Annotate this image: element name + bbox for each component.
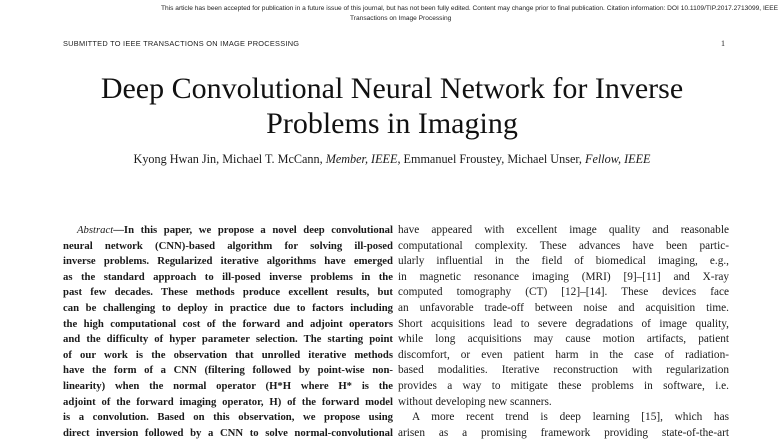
abstract-line: neural network (CNN)-based algorithm for solving ill-posed: [63, 239, 393, 252]
abstract-line: as the standard approach to ill-posed inverse problems in the: [63, 270, 393, 283]
abstract-line: [63, 223, 393, 239]
body-line: an unfavorable trade-off between noise and acquisition time.: [398, 301, 729, 314]
authors-role-1: Member, IEEE: [325, 152, 398, 166]
abstract-line: direct inversion followed by a CNN to solve normal-convolutional: [63, 426, 393, 439]
page-number: 1: [721, 39, 725, 48]
authors-role-2: Fellow, IEEE: [585, 152, 651, 166]
body-line: Short acquisitions lead to severe degradations of image quality,: [398, 317, 729, 330]
abstract-label: Abstract: [77, 224, 114, 236]
authors-part-2: , Emmanuel Froustey, Michael Unser,: [397, 152, 586, 166]
notice-line-1: This article has been accepted for publication in a future issue of this journal, but has not been fully edited. Content may change prior to final publication. Citation information: DOI 10.1109/TIP.2017.2713099, IEEE: [160, 5, 778, 12]
abstract-line: inverse problems. Regularized iterative algorithms have emerged: [63, 255, 393, 268]
body-line: computed tomography (CT) [12]–[14]. These devices face: [398, 286, 729, 299]
abstract-line-text: —In this paper, we propose a novel deep convolutional: [113, 224, 393, 236]
body-line: provides a way to mitigate these problems in software, i.e.: [398, 379, 729, 392]
body-line: in magnetic resonance imaging (MRI) [9]–[11] and X-ray: [398, 270, 729, 283]
title-line-1: Deep Convolutional Neural Network for Inverse: [100, 72, 684, 105]
body-line: have appeared with excellent image quality and reasonable: [398, 224, 729, 236]
abstract-line: is a convolution. Based on this observation, we propose using: [63, 411, 393, 424]
abstract-column: [63, 223, 393, 441]
notice-line-2: Transactions on Image Processing: [350, 15, 452, 22]
title-line-2: Problems in Imaging: [266, 107, 518, 140]
body-line: A more recent trend is deep learning [15], which has: [412, 411, 729, 424]
abstract-line: past few decades. These methods produce excellent results, but: [63, 286, 393, 299]
author-list: [0, 152, 784, 167]
body-line: computational complexity. These advances have been partic-: [398, 239, 729, 252]
introduction-column: [398, 223, 729, 441]
body-line: discomfort, or even patient harm in the case of radiation-: [398, 348, 729, 361]
running-head: SUBMITTED TO IEEE TRANSACTIONS ON IMAGE PROCESSING: [63, 39, 300, 48]
body-line: ularly influential in the field of biomedical imaging, e.g.,: [398, 255, 729, 268]
body-line: arisen as a promising framework providing state-of-the-art: [398, 426, 729, 439]
abstract-line: the high computational cost of the forward and adjoint operators: [63, 317, 393, 330]
abstract-line: can be challenging to deploy in practice due to factors including: [63, 301, 393, 314]
body-line: without developing new scanners.: [398, 395, 552, 408]
abstract-line: and the difficulty of hyper parameter selection. The starting point: [63, 333, 393, 346]
paper-title: [0, 71, 784, 141]
authors-part-1: Kyong Hwan Jin, Michael T. McCann,: [133, 152, 326, 166]
body-line: based modalities. Iterative reconstruction with regularization: [398, 364, 729, 377]
abstract-line: linearity) when the normal operator (H*H where H* is the: [63, 379, 393, 392]
abstract-line: have the form of a CNN (filtering followed by point-wise non-: [63, 364, 393, 377]
body-line: while long acquisitions may cause motion artifacts, patient: [398, 333, 729, 346]
abstract-line: of our work is the observation that unrolled iterative methods: [63, 348, 393, 361]
abstract-line: adjoint of the forward imaging operator, H) of the forward model: [63, 395, 393, 408]
